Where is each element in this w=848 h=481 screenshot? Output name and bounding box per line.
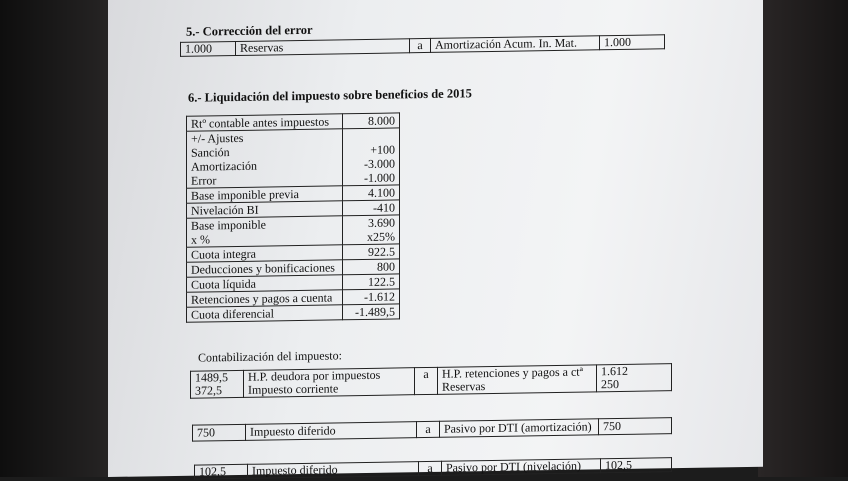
separator-a: a: [410, 38, 431, 52]
separator-a: a: [415, 367, 438, 394]
row-label: Base imponible previa: [187, 186, 343, 203]
row-value: 800: [343, 259, 400, 275]
account-right: Amortización Acum. In. Mat.: [431, 36, 600, 53]
accounts-left: H.P. deudora por impuestos Impuesto corriente: [244, 368, 415, 398]
device-bezel-right: [758, 0, 848, 477]
row-label: Cuota integra: [187, 245, 343, 262]
amounts-right: 1.612 250: [597, 364, 672, 392]
row-label: Cuota diferencial: [187, 305, 343, 322]
row-label: Retenciones y pagos a cuenta: [187, 290, 343, 307]
row-value: -410: [343, 200, 400, 216]
amount-left: 750: [193, 424, 246, 441]
liquidation-row: [187, 304, 400, 322]
separator-a: a: [417, 421, 440, 437]
separator-a: a: [419, 461, 442, 475]
account-right: Pasivo por DTI (amortización): [440, 419, 599, 437]
contabilizacion-title: Contabilización del impuesto:: [198, 348, 342, 365]
amounts-left: 1489,5 372,5: [191, 370, 244, 398]
row-label: Base imponible x %: [187, 216, 343, 247]
amount-right: 750: [599, 418, 672, 435]
row-value: -1.489,5: [343, 304, 400, 320]
section6-title: 6.- Liquidación del impuesto sobre beneficios de 2015: [188, 86, 472, 105]
tax-journal-entry-1: [190, 363, 672, 399]
liquidation-row: [187, 128, 400, 188]
row-label: Nivelación BI: [187, 201, 343, 218]
row-value: -1.612: [343, 289, 400, 305]
row-label: Cuota líquida: [187, 275, 343, 292]
account-left: Impuesto diferido: [246, 422, 417, 441]
row-value: 8.000: [343, 113, 400, 129]
account-right: Pasivo por DTI (nivelación): [442, 459, 601, 475]
tax-journal-entry-3: [194, 457, 672, 480]
amount-right: 1.000: [600, 35, 665, 50]
section5-title: 5.- Corrección del error: [186, 22, 313, 39]
row-label: Rtº contable antes impuestos: [187, 114, 343, 131]
row-value: 922.5: [343, 244, 400, 260]
document-page: [108, 0, 763, 477]
account-left: Impuesto diferido: [248, 462, 419, 479]
amount-left: 1.000: [181, 41, 236, 56]
device-bezel-left: [0, 0, 110, 477]
amount-right: 102,5: [601, 458, 672, 473]
tax-journal-entry-2: [192, 417, 672, 442]
row-label: Deducciones y bonificaciones: [187, 260, 343, 277]
row-label: +/- Ajustes Sanción Amortización Error: [187, 129, 343, 188]
row-value: 3.690 x25%: [343, 215, 400, 245]
row-value: 122.5: [343, 274, 400, 290]
accounts-right: H.P. retenciones y pagos a ctª Reservas: [438, 365, 597, 394]
row-value: +100 -3.000 -1.000: [343, 128, 400, 186]
row-value: 4.100: [343, 185, 400, 201]
tax-liquidation-table: [186, 112, 400, 322]
amount-left: 102,5: [195, 464, 248, 479]
account-left: Reservas: [236, 39, 410, 56]
liquidation-row: [187, 215, 400, 247]
